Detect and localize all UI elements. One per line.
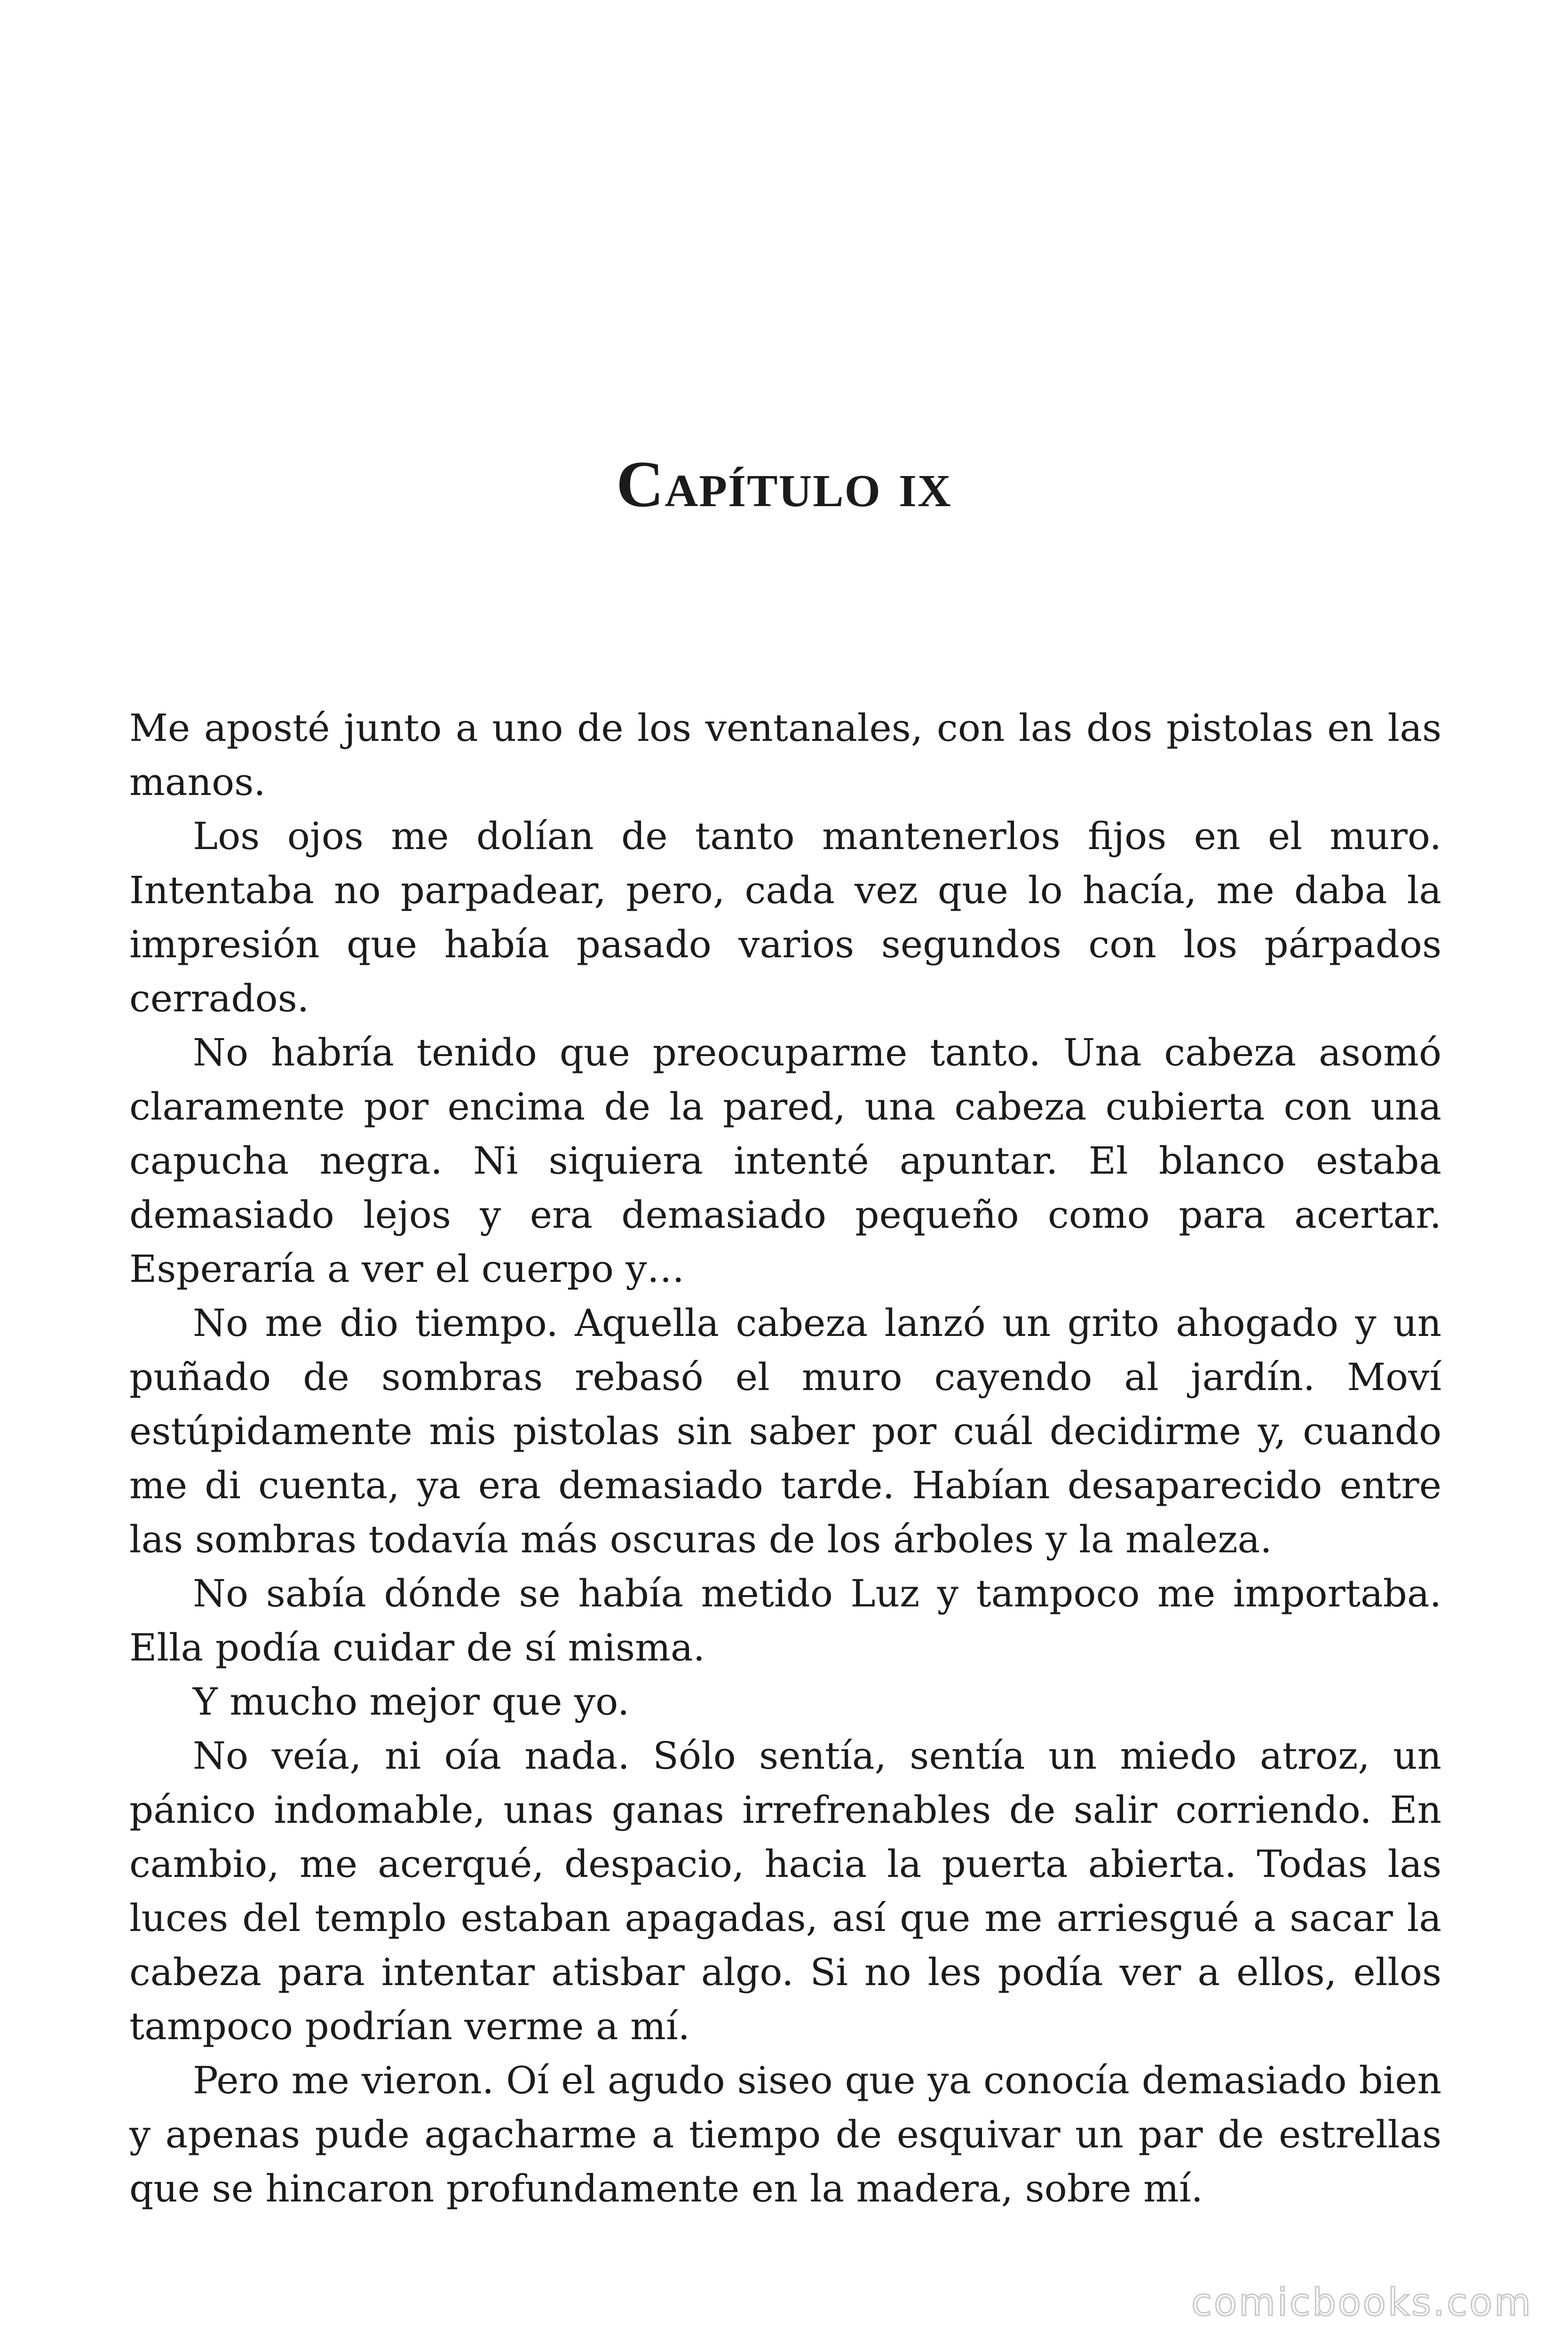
paragraph-4: No me dio tiempo. Aquella cabeza lanzó un grito ahogado y un puñado de sombras rebasó el muro cayendo al jardín. Moví estúpidamente mis pistolas sin saber por cuál decidirme y, cuando me di cuenta, ya era demasiado tarde. Habían desaparecido entre las sombras todavía más oscuras de los árboles y la maleza.	[129, 1301, 1441, 1561]
paragraph-7: No veía, ni oía nada. Sólo sentía, sentía un miedo atroz, un pánico indomable, unas ganas irrefrenables de salir corriendo. En cambio, me acerqué, despacio, hacia la puerta abierta. Todas las luces del templo estaban apagadas, así que me arriesgué a sacar la cabeza para intentar atisbar algo. Si no les podía ver a ellos, ellos tampoco podrían verme a mí.	[129, 1734, 1441, 2048]
watermark-text: comicbooks.com	[1191, 2280, 1533, 2324]
paragraph-6: Y mucho mejor que yo.	[193, 1680, 630, 1724]
paragraph-2: Los ojos me dolían de tanto mantenerlos fijos en el muro. Intentaba no parpadear, pero, cada vez que lo hacía, me daba la impresión que había pasado varios segundos con los párpados cerrados.	[129, 814, 1441, 1020]
paragraph-3: No habría tenido que preocuparme tanto. Una cabeza asomó claramente por encima de la pared, una cabeza cubierta con una capucha negra. Ni siquiera intenté apuntar. El blanco estaba demasiado lejos y era demasiado pequeño como para acertar. Esperaría a ver el cuerpo y…	[129, 1031, 1441, 1291]
chapter-body	[129, 701, 1441, 2216]
chapter-title: Capítulo ix	[616, 448, 952, 521]
paragraph-1: Me aposté junto a uno de los ventanales, con las dos pistolas en las manos.	[129, 706, 1441, 804]
paragraph-5: No sabía dónde se había metido Luz y tampoco me importaba. Ella podía cuidar de sí misma.	[129, 1572, 1441, 1669]
paragraph-8: Pero me vieron. Oí el agudo siseo que ya conocía demasiado bien y apenas pude agacharme a tiempo de esquivar un par de estrellas que se hincaron profundamente en la madera, sobre mí.	[129, 2058, 1441, 2210]
